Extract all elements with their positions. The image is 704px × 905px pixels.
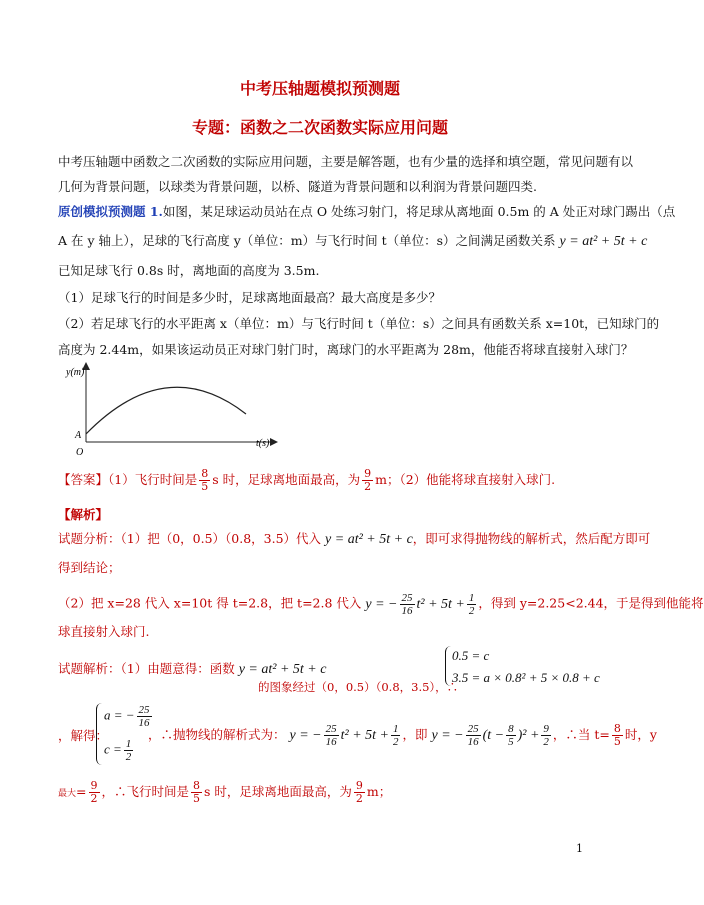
intro-line-1: 中考压轴题中函数之二次函数的实际应用问题，主要是解答题，也有少量的选择和填空题，常见问题有以 xyxy=(58,154,634,169)
fraction-numerator: 8 xyxy=(201,467,209,480)
solution-text-8: m； xyxy=(366,784,392,799)
solution-solve-label: ，解得： xyxy=(58,728,109,743)
solution-text-4: ，∴当 t= xyxy=(552,727,610,742)
solution-equation-1: y = at² + 5t + c xyxy=(238,662,327,677)
fraction-numerator: 9 xyxy=(355,779,363,792)
fraction-denominator: 2 xyxy=(364,480,372,493)
solution-line-2 xyxy=(148,723,657,748)
equals-sign: = xyxy=(76,784,87,799)
analysis-text-1a: 试题分析：（1）把（0，0.5）（0.8，3.5）代入 xyxy=(58,531,322,546)
fraction xyxy=(541,723,551,748)
intro-line-2: 几何为背景问题，以球类为背景问题，以桥、隧道为背景问题和以利润为背景问题四类. xyxy=(58,179,537,194)
equation-part: t² + 5t + xyxy=(340,728,389,743)
equation-part: c = xyxy=(104,741,122,757)
problem-equation: y = at² + 5t + c xyxy=(559,234,648,249)
point-a-label: A xyxy=(75,430,82,441)
analysis-label: 【解析】 xyxy=(58,507,109,522)
equation-part: y = − xyxy=(289,728,322,743)
fraction xyxy=(391,723,401,748)
fraction xyxy=(354,780,365,805)
solution-line-3 xyxy=(58,780,391,805)
answer-line xyxy=(58,468,555,493)
fraction-numerator: 9 xyxy=(90,779,98,792)
solution-text-5: 时，y xyxy=(624,727,657,742)
problem-label: 原创模拟预测题 1. xyxy=(58,204,163,219)
fraction xyxy=(89,780,100,805)
equation-part: )² + xyxy=(517,728,540,743)
fraction-denominator: 16 xyxy=(467,736,479,749)
fraction xyxy=(466,723,481,748)
fraction-numerator: 1 xyxy=(125,738,132,750)
fraction-numerator: 25 xyxy=(467,723,479,736)
problem-text-1: 如图，某足球运动员站在点 O 处练习射门，将足球从离地面 0.5m 的 A 处正对球门踢出（点 xyxy=(162,204,676,219)
fraction-denominator: 5 xyxy=(508,736,514,749)
analysis-text-1b: ，即可求得抛物线的解析式，然后配方即可 xyxy=(412,531,651,546)
fraction-numerator: 9 xyxy=(543,723,549,736)
fraction-numerator: 8 xyxy=(613,722,621,735)
problem-line-1 xyxy=(58,202,675,220)
fraction xyxy=(324,723,339,748)
solution-equation-2 xyxy=(289,723,403,749)
fraction-denominator: 2 xyxy=(543,736,549,749)
problem-line-3: 已知足球飞行 0.8s 时，离地面的高度为 3.5m. xyxy=(58,263,320,278)
analysis-line-3 xyxy=(58,592,704,617)
equation-part: y = − xyxy=(365,596,398,612)
trajectory-curve xyxy=(86,387,246,434)
fraction-denominator: 2 xyxy=(355,792,363,805)
answer-text-3: m；（2）他能将球直接射入球门. xyxy=(375,472,556,487)
answer-text-1: （1）飞行时间是 xyxy=(108,472,198,487)
solution-line-1b: 的图象经过（0，0.5）（0.8，3.5），∴ xyxy=(258,680,459,694)
system-1-line-1: 0.5 = c xyxy=(452,648,490,663)
analysis-line-4: 球直接射入球门. xyxy=(58,624,150,639)
fraction xyxy=(506,723,516,748)
fraction-denominator: 16 xyxy=(401,605,413,617)
origin-label: O xyxy=(76,447,84,458)
page-number: 1 xyxy=(576,842,583,855)
page-title: 中考压轴题模拟预测题 xyxy=(239,79,400,98)
fraction-numerator: 1 xyxy=(468,592,475,604)
solution-text-6: ，∴飞行时间是 xyxy=(101,784,190,799)
fraction-denominator: 2 xyxy=(90,792,98,805)
fraction-numerator: 1 xyxy=(392,723,399,736)
fraction-denominator: 16 xyxy=(138,717,150,729)
fraction-denominator: 2 xyxy=(392,736,399,749)
fraction-numerator: 25 xyxy=(325,723,337,736)
system-1-line-2: 3.5 = a × 0.8² + 5 × 0.8 + c xyxy=(452,670,600,685)
equation-part: (t − xyxy=(482,728,505,743)
fraction xyxy=(191,780,202,805)
analysis-line-2: 得到结论； xyxy=(58,560,121,575)
question-2-line-1: （2）若足球飞行的水平距离 x（单位：m）与飞行时间 t（单位：s）之间具有函数关系 x=10t，已知球门的 xyxy=(58,316,660,331)
equation-part: t² + 5t + xyxy=(416,596,465,612)
trajectory-graph xyxy=(58,362,288,462)
fraction-denominator: 2 xyxy=(125,751,132,763)
answer-fraction-height xyxy=(362,468,373,493)
system-brace-1 xyxy=(445,646,452,686)
fraction-numerator: 8 xyxy=(508,723,514,736)
analysis-equation-2 xyxy=(365,592,478,617)
solution-equation-3 xyxy=(431,723,552,749)
y-axis-label: y(m) xyxy=(66,367,85,378)
question-1: （1）足球飞行的时间是多少时，足球离地面最高？最大高度是多少？ xyxy=(58,290,441,305)
answer-label: 【答案】 xyxy=(58,472,109,487)
equation-part: y = − xyxy=(431,728,464,743)
solution-text-7: s 时，足球离地面最高，为 xyxy=(204,784,352,799)
analysis-line-1 xyxy=(58,529,650,548)
system-2-a xyxy=(104,704,154,729)
analysis-equation-1: y = at² + 5t + c xyxy=(325,532,413,547)
page-subtitle: 专题：函数之二次函数实际应用问题 xyxy=(191,118,448,137)
fraction xyxy=(467,592,477,617)
fraction-numerator: 25 xyxy=(138,704,150,716)
system-2-c xyxy=(104,738,135,763)
answer-fraction-time xyxy=(199,468,210,493)
fraction-numerator: 9 xyxy=(364,467,372,480)
t-axis-arrow xyxy=(270,438,278,446)
fraction xyxy=(612,723,623,748)
fraction-denominator: 2 xyxy=(468,605,475,617)
fraction-denominator: 16 xyxy=(325,736,337,749)
problem-line-2 xyxy=(58,231,647,250)
question-2-line-2: 高度为 2.44m，如果该运动员正对球门射门时，离球门的水平距离为 28m，他能否将球直接射入球门？ xyxy=(58,342,634,357)
analysis-text-2a: （2）把 x=28 代入 x=10t 得 t=2.8，把 t=2.8 代入 xyxy=(58,595,362,611)
fraction-denominator: 5 xyxy=(193,792,201,805)
system-brace-2 xyxy=(96,703,103,765)
t-axis-label: t(s) xyxy=(256,438,270,449)
fraction-denominator: 5 xyxy=(201,480,209,493)
fraction xyxy=(124,738,134,763)
answer-text-2: s 时，足球离地面最高，为 xyxy=(212,472,361,487)
fraction xyxy=(400,592,415,617)
fraction-numerator: 8 xyxy=(193,779,201,792)
fraction-numerator: 25 xyxy=(401,592,413,604)
problem-text-2: A 在 y 轴上），足球的飞行高度 y（单位：m）与飞行时间 t（单位：s）之间满足函数关系 xyxy=(58,233,556,248)
solution-text-1: 试题解析：（1）由题意得：函数 xyxy=(58,661,235,676)
max-subscript: 最大 xyxy=(58,789,77,799)
analysis-text-2b: ，得到 y=2.25<2.44，于是得到他能将 xyxy=(478,595,704,611)
fraction-denominator: 5 xyxy=(613,735,621,748)
solution-text-2: ，∴抛物线的解析式为： xyxy=(148,727,286,742)
solution-line-1 xyxy=(58,659,326,678)
solution-text-3: ，即 xyxy=(402,727,428,742)
equation-part: a = − xyxy=(104,707,135,723)
